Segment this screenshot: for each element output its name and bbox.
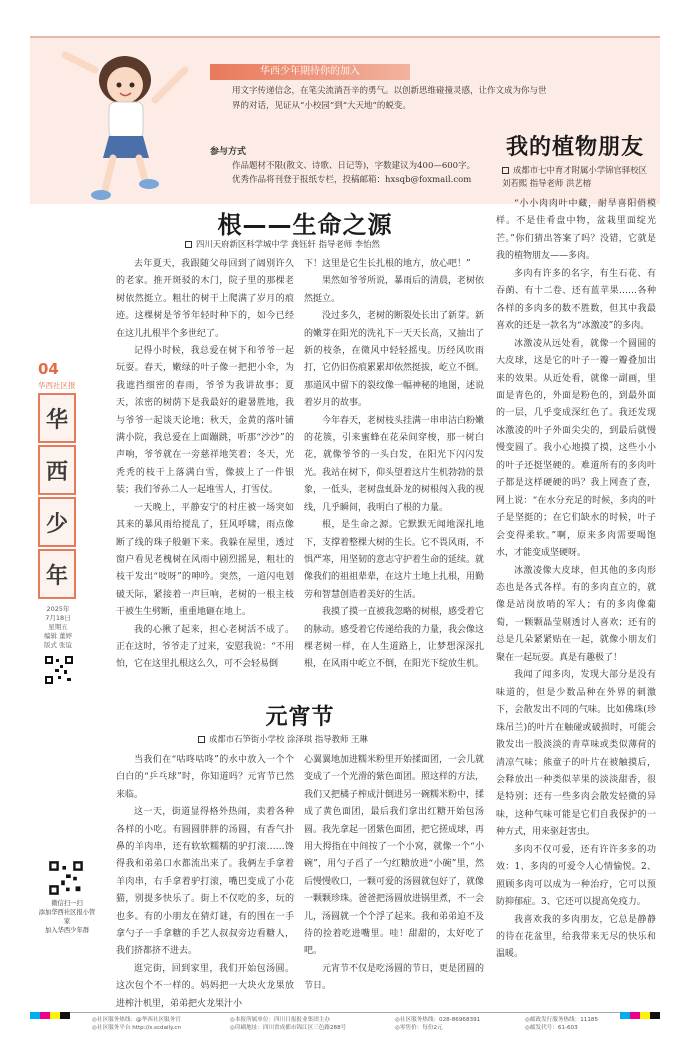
girl-illustration: [45, 40, 195, 210]
article1-title: 根——生命之源: [217, 211, 393, 239]
section-sidebar: [38, 360, 82, 680]
square-icon: [502, 167, 509, 174]
footer-rule: [30, 1012, 660, 1013]
color-swatch: [60, 1012, 70, 1019]
issue-line: 编辑 董婷: [43, 632, 73, 640]
method-line: 作品题材不限(散文、诗歌、日记等)，字数建议为400—600字。: [232, 161, 476, 171]
footer-text: ◎邮政发行服务热线：11185: [525, 1017, 599, 1023]
paragraph: 一天晚上，平静安宁的村庄被一场突如其来的暴风雨给搅乱了，狂风呼啸，雨点像断了线的珠子般砸下来。我躲在屋里，透过窗户看见老槐树在风雨中剧烈摇晃，粗壮的枝干发出“吱呀”的呻吟。突然，一道闪电划破天际，紧接着一声巨响，老树的一根主枝干被生生劈断，重重地砸在地上。: [116, 502, 294, 618]
paragraph: 冰激凌从远处看，就像一个圆圆的大皮球，这是它的叶子一瓣一瓣叠加出来的效果。从近处看，就像一副画，里面是青色的，外面是粉色的，到最外面的一层，几乎变成深红色了。我还发现冰激凌的叶子外面尖尖的，到最后就慢慢变圆了。我小心地摸了摸，这些小小的叶子还挺坚硬的。难道所有的多肉叶子都是这样硬硬的吗？我上网查了查，网上说：“在水分充足的时候，多肉的叶子是坚挺的；在它们缺水的时候，叶子会变得柔软。”啊，原来多肉需要喝饱水，才能变成坚硬呀。: [496, 338, 656, 559]
footer-text: ◎社区服务热线：028-86968391: [395, 1017, 481, 1023]
footer-text: ◎印刷地址：四川省成都市锦江区三色路288号: [230, 1025, 347, 1031]
paragraph: 我摸了摸一直被我忽略的树根，感受着它的脉动。感受着它传递给我的力量，我会像这棵老树一样，在人生道路上，让梦想深深扎根，在风雨中屹立不倒，在阳光下绽放生机。: [304, 607, 484, 670]
hero-intro: 用文字传递信念，在笔尖流淌吾辛的勇气。以创新思维碰撞灵感，让作文成为你与世界的对话，见证从“小校园”到“大天地”的蜕变。: [232, 86, 547, 111]
wechat-qr[interactable]: [48, 860, 84, 896]
footer-col: [525, 1016, 598, 1032]
issue-line: 版式 张谊: [43, 641, 73, 649]
section-name: 华西社区报: [38, 381, 76, 390]
footer-text: ◎社区服务热线：@华西社区服务官: [92, 1017, 181, 1023]
square-icon: [198, 736, 205, 743]
color-swatch: [30, 1012, 40, 1019]
paragraph: 下！这里是它生长扎根的地方，放心吧！”: [304, 259, 471, 269]
paragraph: 没过多久，老树的断裂处长出了新芽。新的嫩芽在阳光的洗礼下一天天长高，又抽出了新的枝条，在微风中轻轻摇曳。历经风吹雨打，它仍旧伤痕累累却依然挺拔，屹立不倒。那道风中留下的裂纹像一幅神秘的地图，述说着岁月的故事。: [304, 311, 484, 409]
footer-col: [230, 1016, 346, 1032]
color-swatch: [630, 1012, 640, 1019]
footer-text: ◎零售价：每份2元: [395, 1025, 443, 1031]
paragraph: “小小肉肉叶中藏，耐旱喜阳俏模样。不是佳肴盘中物，盆栽里面绽光芒。”你们猜出答案了吗？没错，它就是我的植物朋友——多肉。: [496, 199, 656, 262]
paragraph: 记得小时候，我总爱在树下和爷爷一起玩耍。春天，嫩绿的叶子像一把把小伞，为我遮挡细密的春雨，爷爷为我讲故事；夏天，浓密的树荫下是我最好的避暑胜地，我与爷爷一起谈天论地；秋天，金黄的落叶铺满小院，我总爱在上面蹦跳，听那“沙沙”的声响，爷爷就在一旁慈祥地笑着；冬天，光秃秃的枝干上落满白雪，像披上了一件银装；我们爷孙二人一起堆雪人，打雪仗。: [116, 346, 294, 496]
issue-line: 2025年: [46, 605, 70, 613]
qr-caption-line: 加入华西少年群: [44, 927, 90, 934]
color-swatch: [50, 1012, 60, 1019]
paragraph: 我闻了闻多肉，发现大部分是没有味道的，但是少数品种在外界的刺激下，会散发出不同的气味。比如佛珠(珍珠吊兰)的叶片在触碰或破损时，可能会散发出一股淡淡的青草味或类似薄荷的清凉气味；熊童子的叶片在被触摸后，会释放出一种类似苹果的淡淡甜香，很是特别；还有一些多肉会散发轻微的异味，这种气味可能是它们自我保护的一种方式，用来驱赶害虫。: [496, 670, 656, 838]
qr-code-icon[interactable]: [44, 655, 74, 685]
square-icon: [185, 241, 192, 248]
article1-byline: [185, 238, 465, 251]
article1-byline-text: 四川天府新区科学城中学 龚钰轩 指导老师 李怡然: [196, 239, 380, 249]
paragraph: 我喜欢我的多肉朋友，它总是静静的待在花盆里，给我带来无尽的快乐和温暖。: [496, 914, 656, 960]
qr-caption: [36, 899, 98, 935]
article2-col1: [116, 752, 294, 1008]
color-swatch: [650, 1012, 660, 1019]
footer-text: ◎本报所属单位：四川日报报业集团主办: [230, 1017, 330, 1023]
footer-text: ◎社区服务平台 http://s.scdaily.cn: [92, 1025, 182, 1031]
issue-line: 7月18日: [45, 614, 71, 622]
column-title-char: 西: [38, 445, 76, 495]
hero-banner: 华西少年期待你的加入: [210, 64, 410, 80]
article2-col2: [304, 752, 484, 1008]
paragraph: 逛完街，回到家里，我们开始包汤圆。这次包个不一样的。妈妈把一大块火龙果放进榨汁机里，弟弟把火龙果汁小: [116, 963, 294, 1008]
article2-byline: [198, 733, 478, 746]
footer-col: [395, 1016, 480, 1032]
paragraph: 当我们在“咕咚咕咚”的水中放入一个个白白的“乒乓球”时，你知道吗？元宵节已然来临。: [116, 755, 294, 800]
color-swatch: [40, 1012, 50, 1019]
article3-byline-text: 成都市七中育才附属小学锦官驿校区 刘若熙 指导老师 洪艺榕: [502, 165, 647, 188]
column-title-char: 少: [38, 497, 76, 547]
article3-byline: [502, 164, 652, 190]
paragraph: 元宵节不仅是吃汤圆的节日，更是团圆的节日。: [304, 963, 484, 992]
issue-info: [38, 605, 78, 650]
paragraph: 心翼翼地加进糯米粉里开始揉面团，一会儿就变成了一个光滑的紫色面团。照这样的方法，我们又把橘子榨成汁倒进另一碗糯米粉中，揉成了黄色面团，最后我们拿出红糖开始包汤圆。我先拿起一团紫色面团，把它搓成球，再用大拇指在中间按了一个小窝，就像一个“小碗”，用勺子舀了一勺红糖放进“小碗”里，然后慢慢收口，一颗可爱的汤圆就包好了，就像一颗颗珍珠。爸爸把汤圆放进锅里煮，不一会儿，汤圆就一个个浮了起来。我和弟弟迫不及待的捡着吃进嘴里。哇！甜甜的，太好吃了吧。: [304, 755, 484, 957]
article2-byline-text: 成都市石笋街小学校 涂泽琪 指导教师 王琳: [209, 734, 368, 744]
footer-col: [92, 1016, 181, 1032]
method-title: 参与方式: [210, 147, 247, 157]
paragraph: 多肉不仅可爱，还有许许多多的功效：1、多肉的可爱令人心情愉悦。2、照顾多肉可以成为一种治疗，它可以预防抑郁症。3、它还可以提高免疫力。: [496, 844, 656, 908]
column-title-char: 年: [38, 549, 76, 599]
qr-caption-line: 微信扫一扫: [51, 900, 83, 907]
article2-title: 元宵节: [265, 705, 335, 730]
paragraph: 冰激凌像大皮球，但其他的多肉形态也是各式各样。有的多肉直立的，就像是站岗放哨的军人；有的多肉像葡萄，一颗颗晶莹剔透讨人喜欢；还有的总是几朵紧紧贴在一起，就像小朋友们聚在一起玩耍。真是有趣极了！: [496, 565, 656, 663]
paragraph: 果然如爷爷所说，暴雨后的清晨，老树依然挺立。: [304, 276, 484, 304]
color-swatch: [640, 1012, 650, 1019]
footer-text: ◎邮发代号：61-603: [525, 1025, 578, 1031]
paragraph: 去年夏天，我跟随父母回到了阔别许久的老家。推开斑驳的木门，院子里的那棵老树依然挺立。粗壮的树干上爬满了岁月的痕迹。这棵树是爷爷年轻时种下的，如今已经在这儿扎根半个多世纪了。: [116, 259, 294, 339]
paragraph: 这一天，街道显得格外热闹，卖着各种各样的小吃。有圆圆胖胖的汤圆，有香气扑鼻的羊肉串，还有软软糯糯的驴打滚……馋得我和弟弟口水都流出来了。我俩左手拿着羊肉串，右手拿着驴打滚，嘴巴变成了小花猫，别提多快乐了。街上不仅吃的多，玩的也多。有的小朋友在猜灯谜，有的围在一手拿勺子一手拿糖的手艺人叔叔旁边看糖人，我们挤都挤不进去。: [116, 807, 294, 957]
article3-body: [496, 196, 656, 1010]
paragraph: 我的心揪了起来，担心老树活不成了。正在这时，爷爷走了过来，安慰我说：“不用怕，它在这里扎根这么久，可不会轻易倒: [116, 624, 294, 670]
paragraph: 今年春天，老树枝头挂满一串串洁白粉嫩的花簇，引来蜜蜂在花朵间穿梭，那一树白花，就像爷爷的一头白发，在阳光下闪闪发光。我站在树下，仰头望着这片生机勃勃的景象，一低头，老树盘虬卧龙的树根闯入我的视线，几乎瞬间，我明白了根的力量。: [304, 415, 484, 513]
paragraph: 根，是生命之源。它默默无闻地深扎地下，支撑着整棵大树的生长。它不畏风雨，不惧严寒，用坚韧的意志守护着生命的延续。就像我们的祖祖辈辈，在这片土地上扎根，用勤劳和智慧创造着美好的生活。: [304, 520, 484, 600]
article1-col2: [304, 256, 484, 674]
article1-col1: [116, 256, 294, 674]
qr-caption-line: 添加华西社区报小管家: [38, 909, 96, 925]
article3-title: 我的植物朋友: [505, 135, 644, 160]
color-swatch: [620, 1012, 630, 1019]
paragraph: 多肉有许多的名字，有生石花、有吞蓢、有十二卷、还有蓝苹果……各种各样的多肉多的数不胜数，但其中我最喜欢的还是一款名为“冰激凌”的多肉。: [496, 268, 656, 332]
page-number: 04: [38, 360, 59, 378]
column-title-char: 华: [38, 393, 76, 443]
issue-line: 星期五: [48, 623, 68, 631]
qr-code-icon: [48, 860, 84, 896]
method-line: 优秀作品将刊登于报纸专栏，投稿邮箱：hxsqb@foxmail.com: [232, 175, 472, 185]
